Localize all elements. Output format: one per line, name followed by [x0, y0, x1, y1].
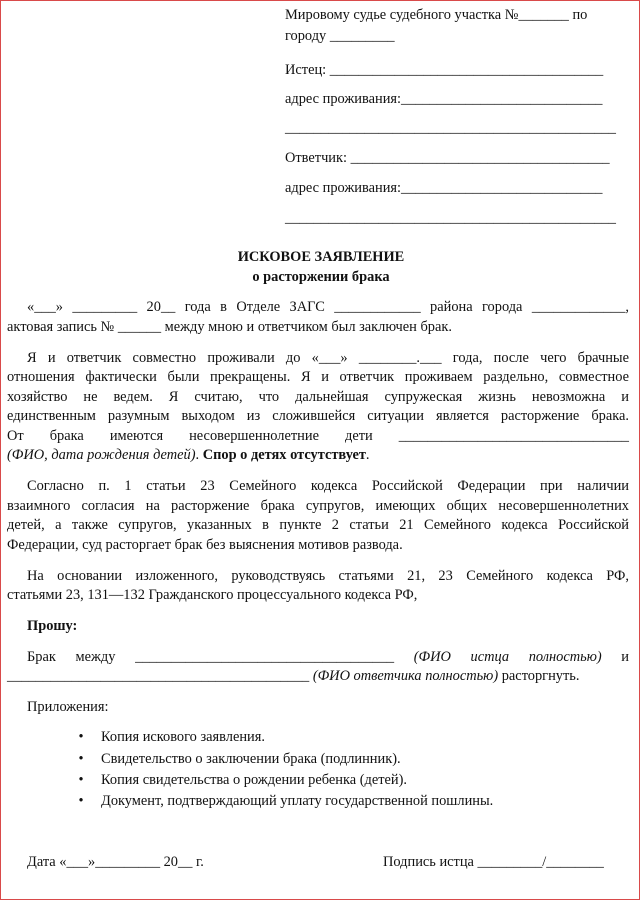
request-line1 [27, 647, 629, 667]
paragraph-law-line4: Федерации, суд расторгает брак без выяснения мотивов развода. [7, 537, 403, 553]
document-subtitle: о расторжении брака [252, 269, 390, 285]
plaintiff-address-extra-line: ______________________________________________ [285, 120, 616, 136]
paragraph-basis-line1: На основании изложенного, руководствуясь статьями 21, 23 Семейного кодекса РФ, [27, 568, 629, 584]
bullet-icon: • [78, 751, 84, 767]
attachment-item: Документ, подтверждающий уплату государственной пошлины. [101, 793, 494, 809]
judge-addressee-line1: Мировому судье судебного участка №_______ по [285, 7, 588, 23]
paragraph-cohabitation-line2: отношения фактически были прекращены. Я и ответчик проживаем раздельно, совместное [7, 369, 629, 385]
plaintiff-address-field: адрес проживания:____________________________ [285, 91, 603, 107]
paragraph-cohabitation-line4: единственным разумным выходом из сложившейся ситуации является расторжение брака. [7, 408, 629, 424]
date-field: Дата «___»_________ 20__ г. [27, 854, 204, 870]
plaintiff-field: Истец: ______________________________________ [285, 62, 604, 78]
children-info-hint: (ФИО, дата рождения детей) [7, 447, 196, 463]
defendant-field: Ответчик: ____________________________________ [285, 150, 610, 166]
signature-field: Подпись истца _________/________ [383, 854, 604, 870]
defendant-address-field: адрес проживания:____________________________ [285, 180, 603, 196]
attachment-item: Копия свидетельства о рождении ребенка (детей). [101, 772, 407, 788]
paragraph-law-line2: взаимного согласия на расторжение брака супругов, имеющих общих несовершеннолетних [7, 498, 629, 514]
plaintiff-fullname-hint: (ФИО истца полностью) [413, 649, 602, 665]
children-separator: . [195, 447, 203, 463]
children-end-period: . [365, 447, 370, 463]
defendant-fullname-hint: (ФИО ответчика полностью) [312, 668, 499, 684]
bullet-icon: • [78, 772, 84, 788]
attachment-item: Копия искового заявления. [101, 729, 265, 745]
defendant-name-blank: __________________________________________ [7, 668, 310, 684]
paragraph-basis-line2: статьями 23, 131—132 Гражданского процессуального кодекса РФ, [7, 587, 418, 603]
paragraph-law-line1: Согласно п. 1 статьи 23 Семейного кодекса Российской Федерации при наличии [27, 478, 629, 494]
document-title: ИСКОВОЕ ЗАЯВЛЕНИЕ [237, 249, 405, 265]
no-dispute-statement: Спор о детях отсутствует [202, 447, 366, 463]
paragraph-marriage-line1: «___» _________ 20__ года в Отделе ЗАГС ____________ района города _____________, [27, 299, 629, 315]
request-dissolve: расторгнуть. [498, 668, 580, 684]
paragraph-cohabitation-line6 [7, 445, 370, 465]
request-marriage-between: Брак между ____________________________________ [27, 649, 395, 665]
defendant-address-extra-line: ______________________________________________ [285, 210, 616, 226]
bullet-icon: • [78, 729, 84, 745]
paragraph-law-line3: детей, а также супругов, указанных в пункте 2 статьи 21 Семейного кодекса Российской [7, 517, 629, 533]
attachments-heading: Приложения: [27, 699, 109, 715]
attachment-item: Свидетельство о заключении брака (подлинник). [101, 751, 401, 767]
paragraph-cohabitation-line5: От брака имеются несовершеннолетние дети ________________________________ [7, 428, 629, 444]
paragraph-cohabitation-line1: Я и ответчик совместно проживали до «___» ________.___ года, после чего брачные [27, 350, 629, 366]
judge-addressee-line2: городу _________ [285, 28, 395, 44]
request-line2 [7, 666, 579, 686]
bullet-icon: • [78, 793, 84, 809]
paragraph-cohabitation-line3: хозяйство не ведем. Я считаю, что дальнейшая супружеская жизнь невозможна и [7, 389, 629, 405]
request-heading: Прошу: [27, 618, 78, 634]
request-and: и [621, 649, 629, 665]
paragraph-marriage-line2: актовая запись № ______ между мною и ответчиком был заключен брак. [7, 319, 452, 335]
